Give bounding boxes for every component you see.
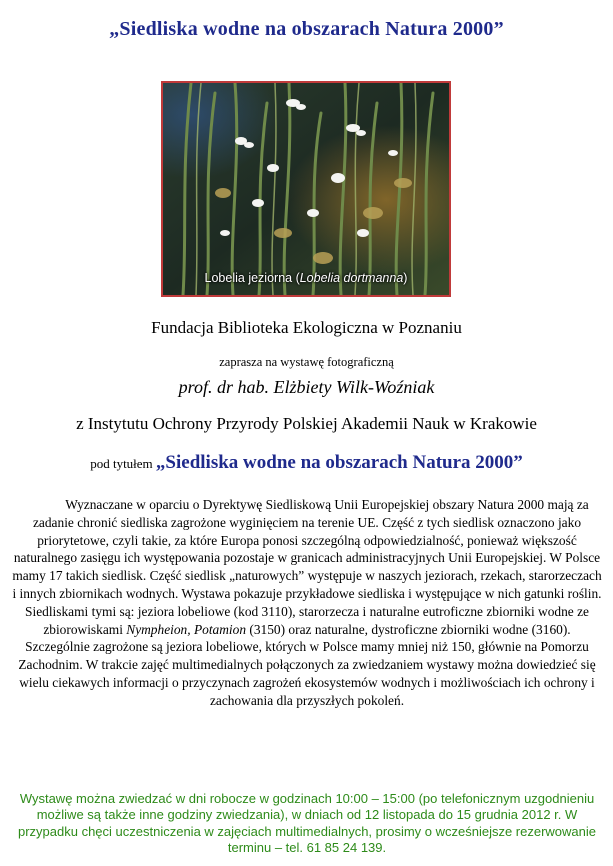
- organization-name: Fundacja Biblioteka Ekologiczna w Poznaniu: [151, 318, 462, 337]
- description-paragraph: [12, 496, 602, 710]
- exhibition-title: „Siedliska wodne na obszarach Natura 2000”: [155, 452, 523, 473]
- author-name: prof. dr hab. Elżbiety Wilk-Woźniak: [178, 377, 435, 397]
- poster-title: „Siedliska wodne na obszarach Natura 2000”: [109, 18, 504, 40]
- exhibition-title-line: [0, 452, 613, 474]
- invitation-text: zaprasza na wystawę fotograficzną: [219, 355, 394, 369]
- description-latin-names: Nympheion, Potamion: [126, 621, 247, 637]
- photo-caption: [163, 271, 449, 285]
- description-part-1: Wyznaczane w oparciu o Dyrektywę Siedliskową Unii Europejskiej obszary Natura 2000 mają za zadanie chronić siedliska zagrożone wyginięciem na terenie UE. Część z tych siedlisk oznaczono jako priorytetowe, czyli takie, za które Europa ponosi szczególną odpowiedzialność, ponieważ większość naturalnego zasięgu ich występowania pozostaje w granicach administracyjnych Unii Europejskiej. W Polsce mamy 17 takich siedlisk. Część siedlisk „naturowych” występuje w naszych jeziorach, rzekach, starorzeczach i innych zbiornikach wodnych. Wystawa pokazuje przykładowe siedliska i występujące w nich gatunki roślin. Siedliskami tymi są: jeziora lobeliowe (kod 3110), starorzecza i naturalne eutroficzne zbiorniki wodne ze zbiorowiskami: [12, 497, 602, 637]
- lobelia-photo: [161, 81, 451, 297]
- lobelia-photo-image: [163, 83, 449, 295]
- caption-prefix: Lobelia jeziorna (: [204, 271, 300, 285]
- institute-name: z Instytutu Ochrony Przyrody Polskiej Akademii Nauk w Krakowie: [76, 414, 537, 433]
- visiting-info: Wystawę można zwiedzać w dni robocze w godzinach 10:00 – 15:00 (po telefonicznym uzgodnieniu możliwe są także inne godziny zwiedzania), w dniach od 12 listopada do 15 grudnia 2012 r. W przypadku chęci uczestniczenia w zajęciach multimedialnych, prosimy o wcześniejsze rezerwowanie terminu – tel. 61 85 24 139.: [17, 791, 597, 855]
- caption-latin-name: Lobelia dortmanna: [299, 271, 404, 285]
- title-prefix: pod tytułem: [90, 456, 156, 471]
- caption-suffix: ): [403, 271, 408, 285]
- description-part-2: (3150) oraz naturalne, dystroficzne zbiorniki wodne (3160). Szczególnie zagrożone są jeziora lobeliowe, których w Polsce mamy mniej niż 150, głównie na Pomorzu Zachodnim. W trakcie zajęć multimedialnych połączonych za zwiedzaniem wystawy można dowiedzieć się wielu ciekawych informacji o przyczynach zagrożeń ekosystemów wodnych i możliwościach ich ochrony i zachowania dla przyszłych pokoleń.: [18, 621, 596, 708]
